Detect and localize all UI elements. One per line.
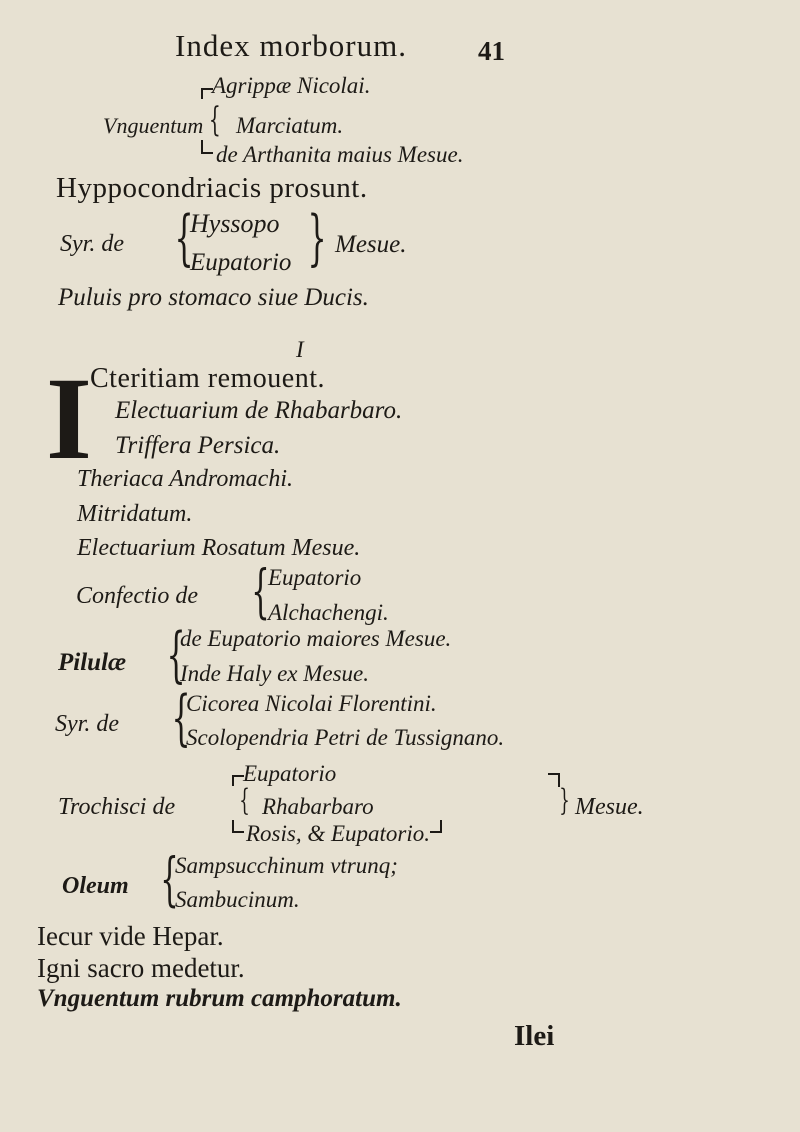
puluis-line: Puluis pro stomaco siue Ducis. <box>58 284 369 311</box>
icteritiam-item-3: Theriaca Andromachi. <box>77 466 293 492</box>
brace: { <box>166 620 186 690</box>
trochisci-lead: Trochisci de <box>58 794 176 820</box>
syr-lead: Syr. de <box>60 231 124 257</box>
icteritiam-item-1: Electuarium de Rhabarbaro. <box>115 397 403 424</box>
trochisci-author: Mesue. <box>575 794 644 820</box>
unguentum-final-line: Vnguentum rubrum camphoratum. <box>37 985 402 1012</box>
bracket-bottom <box>201 140 213 154</box>
oleum-item-2: Sambucinum. <box>175 887 300 912</box>
pilulae-item-2: Inde Haly ex Mesue. <box>180 661 370 686</box>
confectio-item-1: Eupatorio <box>268 565 362 590</box>
syr-author: Mesue. <box>335 231 407 258</box>
syrde-lead: Syr. de <box>55 711 119 737</box>
drop-cap-letter: I <box>46 353 92 484</box>
bracket-bottom <box>232 820 244 833</box>
unguentum-item-2: Marciatum. <box>236 113 344 138</box>
pilulae-item-1: de Eupatorio maiores Mesue. <box>180 626 452 651</box>
catchword: Ilei <box>514 1020 555 1052</box>
brace: { <box>251 557 270 625</box>
syr-item-1: Hyssopo <box>190 209 280 238</box>
confectio-item-2: Alchachengi. <box>268 600 389 625</box>
igni-line: Igni sacro medetur. <box>37 953 245 983</box>
brace: { <box>171 683 191 753</box>
brace: { <box>174 203 194 273</box>
trochisci-item-1: Eupatorio <box>243 761 337 786</box>
brace: { <box>239 783 250 818</box>
pilulae-lead: Pilulæ <box>58 649 127 676</box>
unguentum-item-1: Agrippæ Nicolai. <box>212 73 371 98</box>
bracket-top-right <box>548 773 560 787</box>
brace: { <box>208 100 221 140</box>
section-letter: I <box>296 337 304 362</box>
trochisci-item-3: Rosis, & Eupatorio. <box>246 821 431 846</box>
unguentum-item-3: de Arthanita maius Mesue. <box>216 142 464 167</box>
syr-item-2: Eupatorio <box>190 249 292 276</box>
brace: } <box>307 203 327 273</box>
icteritiam-item-4: Mitridatum. <box>77 501 193 527</box>
bracket-bottom-right <box>430 820 442 833</box>
hyppocondriacis-heading: Hyppocondriacis prosunt. <box>56 172 368 204</box>
oleum-lead: Oleum <box>62 873 129 899</box>
brace: } <box>559 783 570 818</box>
syrde-item-1: Cicorea Nicolai Florentini. <box>186 691 437 716</box>
oleum-item-1: Sampsucchinum vtrunq; <box>175 853 398 878</box>
unguentum-lead: Vnguentum <box>103 113 204 138</box>
confectio-lead: Confectio de <box>76 583 198 609</box>
icteritiam-heading: Cteritiam remouent. <box>90 363 325 394</box>
icteritiam-item-2: Triffera Persica. <box>115 432 281 459</box>
iecur-line: Iecur vide Hepar. <box>37 921 224 951</box>
brace: { <box>160 845 179 913</box>
trochisci-item-2: Rhabarbaro <box>262 794 374 819</box>
syrde-item-2: Scolopendria Petri de Tussignano. <box>186 725 505 750</box>
icteritiam-item-5: Electuarium Rosatum Mesue. <box>77 535 361 561</box>
running-header-title: Index morborum. <box>175 28 407 63</box>
page-number: 41 <box>478 36 505 66</box>
